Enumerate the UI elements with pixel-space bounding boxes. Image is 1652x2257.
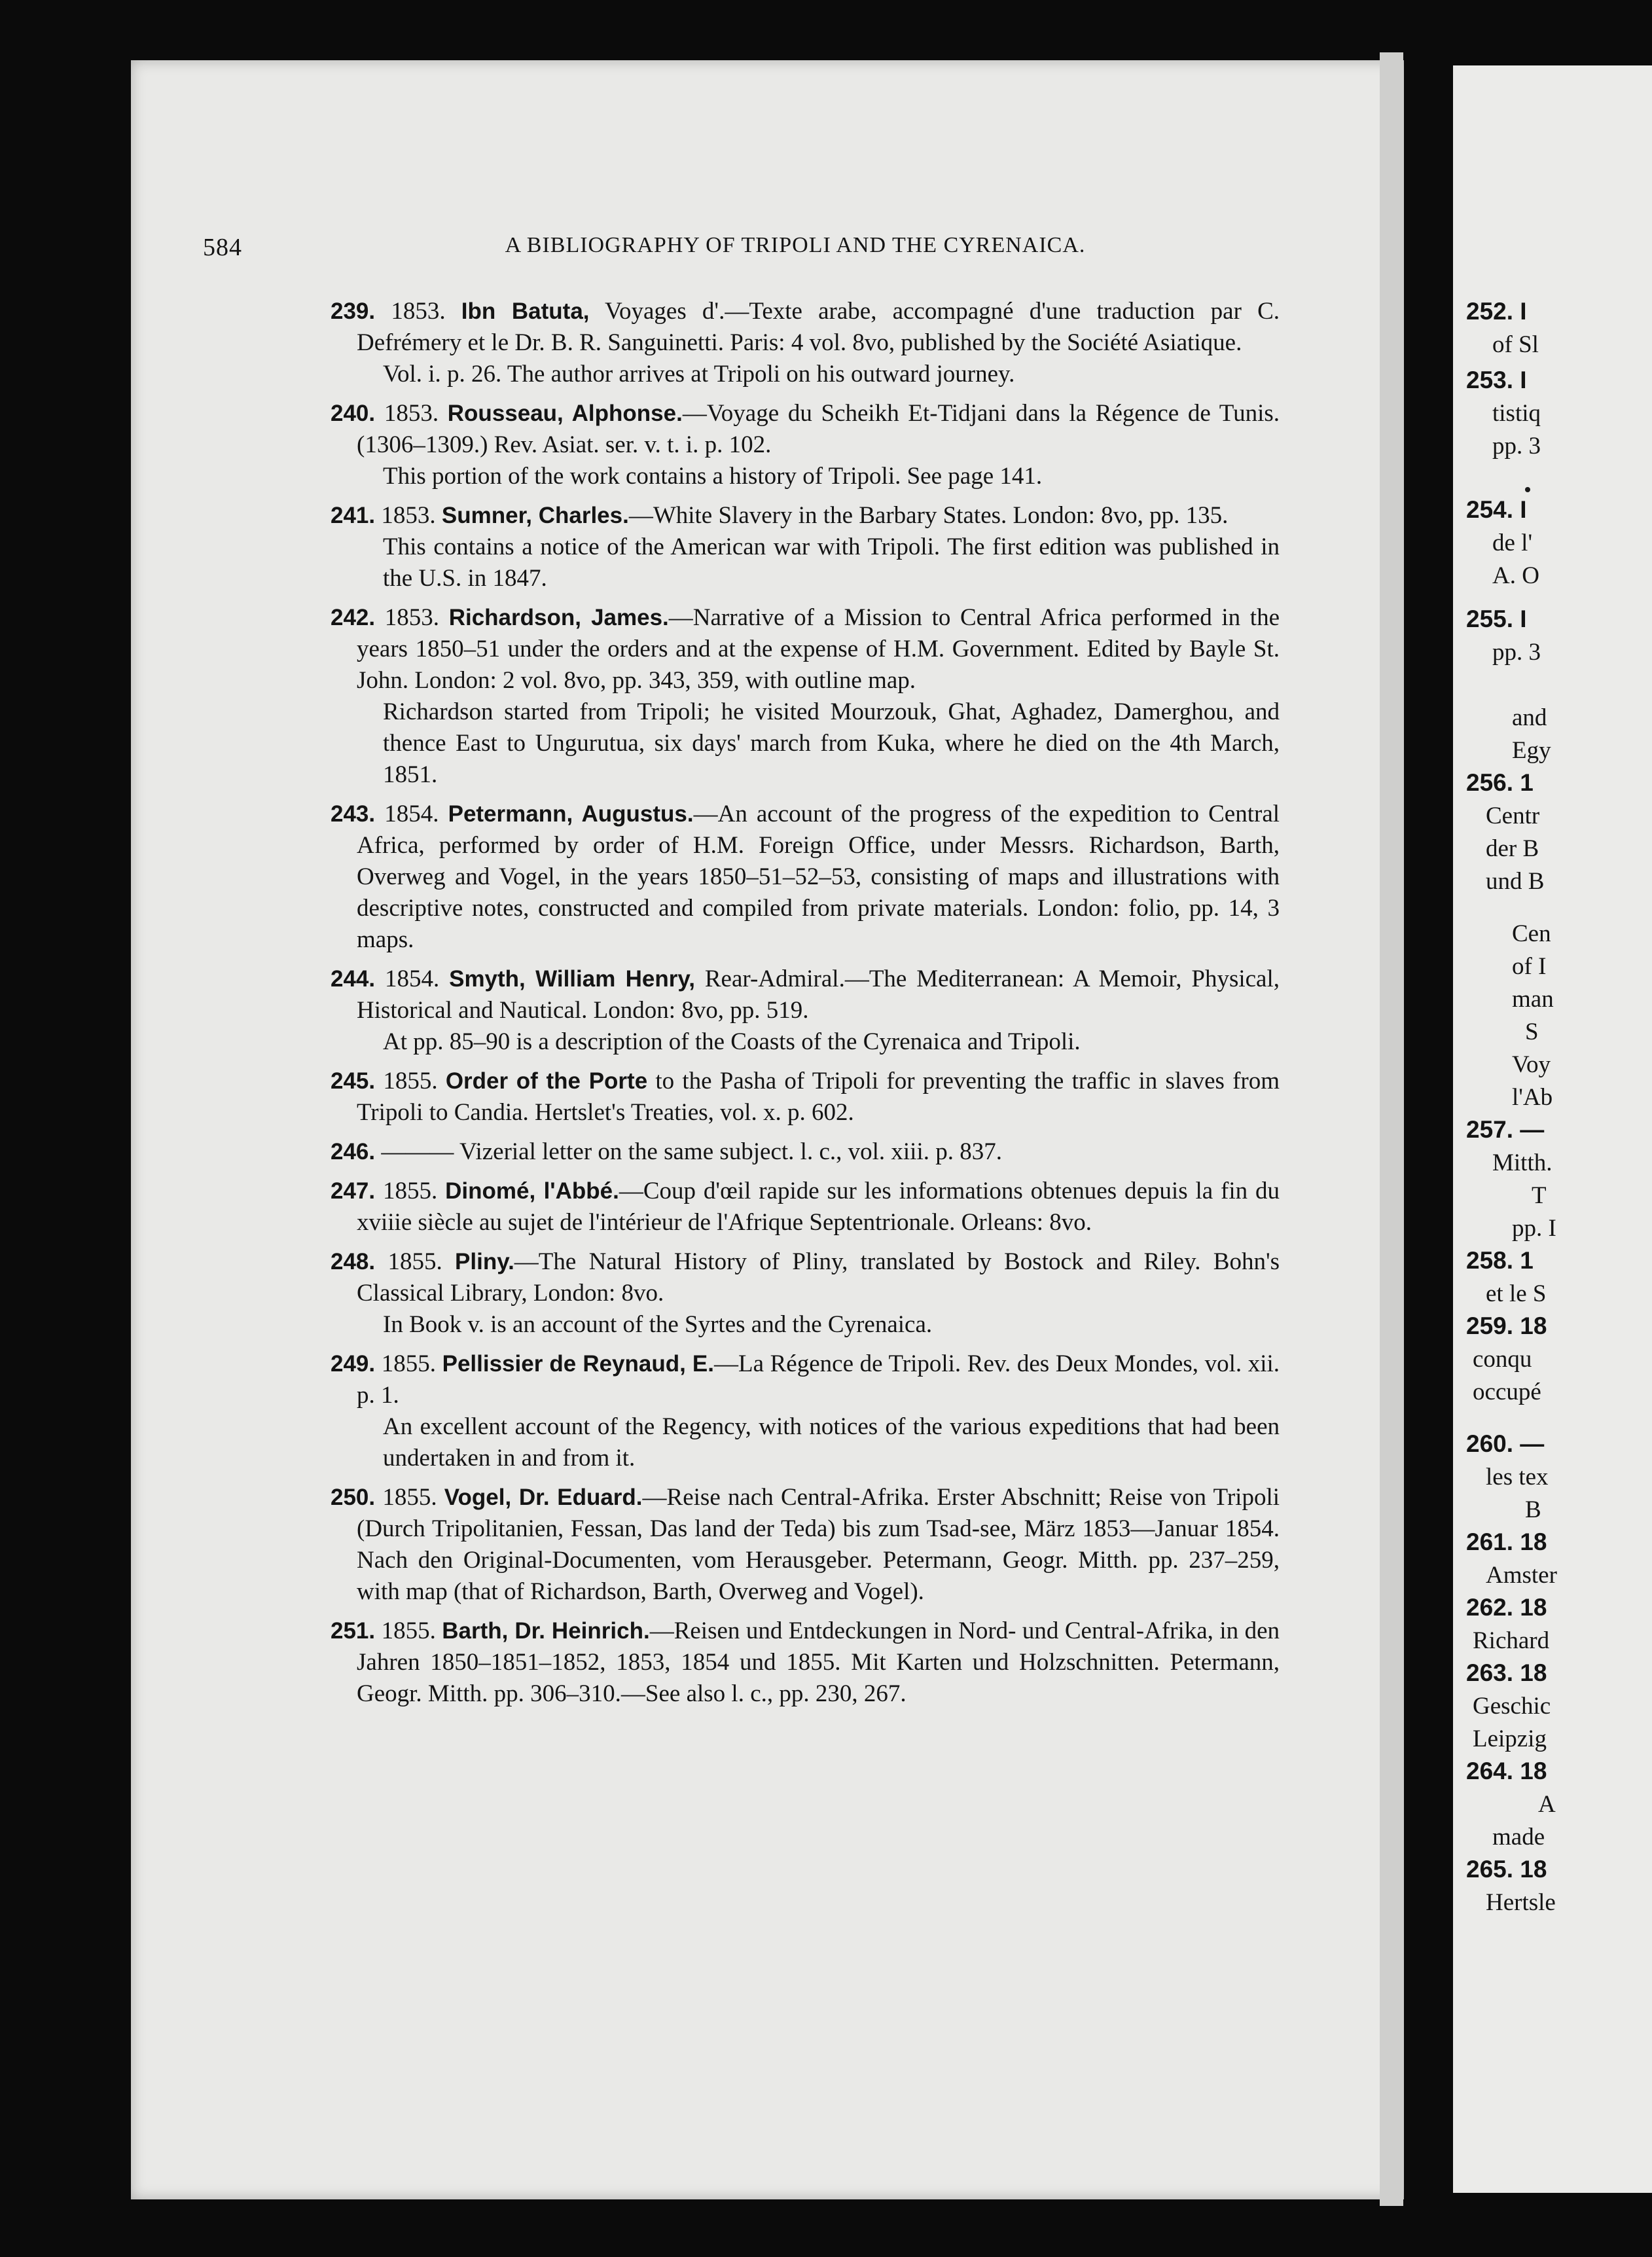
- entry-248: [331, 1246, 1280, 1341]
- entry-author: Pliny.: [455, 1249, 514, 1274]
- entry-number: 244.: [331, 966, 376, 992]
- entry-year: 1853.: [381, 502, 436, 529]
- entry-text: —Voyage du Scheikh Et-Tidjani dans la Régence de Tunis. (1306–1309.) Rev. Asiat. ser. v. t. i. p. 102.: [357, 400, 1280, 458]
- entry-year: 1853.: [384, 400, 439, 427]
- entry-year: 1855.: [387, 1248, 442, 1275]
- facing-page-line: A: [1538, 1791, 1556, 1818]
- bibliography-entries: [331, 296, 1280, 1718]
- entry-note: An excellent account of the Regency, with notices of the various expeditions that had been undertaken in and from it.: [383, 1413, 1280, 1472]
- facing-page-line: 261. 18: [1466, 1528, 1547, 1555]
- entry-251: [331, 1616, 1280, 1710]
- entry-number: 249.: [331, 1351, 376, 1377]
- facing-page-line: Mitth.: [1492, 1149, 1553, 1176]
- facing-page-line: occupé: [1473, 1379, 1541, 1405]
- entry-note: At pp. 85–90 is a description of the Coasts of the Cyrenaica and Tripoli.: [383, 1028, 1081, 1055]
- facing-page-line: Voy: [1512, 1051, 1551, 1078]
- entry-240: [331, 398, 1280, 492]
- entry-number: 250.: [331, 1485, 376, 1510]
- facing-page-line: der B: [1486, 835, 1539, 862]
- entry-author: Pellissier de Reynaud, E.: [442, 1351, 714, 1377]
- facing-page-line: 263. 18: [1466, 1659, 1547, 1686]
- facing-page-line: und B: [1486, 868, 1545, 895]
- entry-number: 242.: [331, 605, 376, 630]
- entry-text: —Reise nach Central-Afrika. Erster Abschnitt; Reise von Tripoli (Durch Tripolitanien, Fessan, Das land der Teda) bis zum Tsad-see, März 1853—Januar 1854. Nach den Original-Documenten, vom Herausgeber. Petermann, Geogr. Mitth. pp. 237–259, with map (that of Richardson, Barth, Overweg and Vogel).: [357, 1484, 1280, 1605]
- entry-author: Vogel, Dr. Eduard.: [444, 1485, 643, 1510]
- facing-page-line: Cen: [1512, 920, 1551, 947]
- entry-author: Richardson, James.: [448, 605, 669, 630]
- facing-page-line: 253. I: [1466, 367, 1527, 393]
- entry-number: 240.: [331, 401, 376, 426]
- facing-page-line: made: [1492, 1824, 1545, 1851]
- facing-page-line: 252. I: [1466, 298, 1527, 325]
- entry-year: 1855.: [383, 1178, 438, 1204]
- entry-year: 1855.: [381, 1350, 436, 1377]
- entry-text: —White Slavery in the Barbary States. London: 8vo, pp. 135.: [628, 502, 1229, 529]
- entry-242: [331, 602, 1280, 791]
- entry-author: Petermann, Augustus.: [448, 801, 694, 827]
- entry-249: [331, 1348, 1280, 1474]
- facing-page-line: 262. 18: [1466, 1594, 1547, 1621]
- facing-page-line: A. O: [1492, 562, 1539, 589]
- entry-author: Ibn Batuta,: [461, 298, 590, 324]
- facing-page-line: Richard: [1473, 1627, 1550, 1654]
- facing-page-line: de l': [1492, 530, 1533, 556]
- running-header: [203, 233, 1309, 266]
- entry-note: This contains a notice of the American war with Tripoli. The first edition was published in the U.S. in 1847.: [383, 533, 1280, 592]
- entry-author: Order of the Porte: [445, 1068, 648, 1094]
- entry-text: Voyages d'.—Texte arabe, accompagné d'une traduction par C. Defrémery et le Dr. B. R. Sanguinetti. Paris: 4 vol. 8vo, published by the Société Asiatique.: [357, 298, 1280, 356]
- entry-text: Vizerial letter on the same subject. l. c., vol. xiii. p. 837.: [454, 1138, 1002, 1165]
- entry-author: Rousseau, Alphonse.: [447, 401, 683, 426]
- entry-246: [331, 1136, 1280, 1168]
- entry-text: —La Régence de Tripoli. Rev. des Deux Mondes, vol. xii. p. 1.: [357, 1350, 1280, 1409]
- entry-239: [331, 296, 1280, 390]
- entry-244: [331, 964, 1280, 1058]
- facing-page-line: pp. I: [1512, 1215, 1556, 1242]
- facing-page-fragment: [1453, 65, 1652, 2193]
- entry-text: —Coup d'œil rapide sur les informations obtenues depuis la fin du xviiie siècle au sujet de l'intérieur de l'Afrique Septentrionale. Orleans: 8vo.: [357, 1178, 1280, 1236]
- facing-page-line: 256. 1: [1466, 769, 1534, 796]
- facing-page-line: T: [1532, 1182, 1547, 1209]
- facing-page-line: conqu: [1473, 1346, 1532, 1373]
- entry-247: [331, 1176, 1280, 1238]
- entry-241: [331, 500, 1280, 594]
- page-number: 584: [203, 234, 242, 261]
- entry-number: 241.: [331, 503, 376, 528]
- running-title: A BIBLIOGRAPHY OF TRIPOLI AND THE CYRENAICA.: [505, 233, 1086, 257]
- entry-year: ———: [381, 1138, 454, 1165]
- facing-page-line: pp. 3: [1492, 639, 1541, 666]
- entry-text: —The Natural History of Pliny, translated by Bostock and Riley. Bohn's Classical Library, London: 8vo.: [357, 1248, 1280, 1307]
- entry-text: —Narrative of a Mission to Central Africa performed in the years 1850–51 under the orders and at the expense of H.M. Government. Edited by Bayle St. John. London: 2 vol. 8vo, pp. 343, 359, with outline map.: [357, 604, 1280, 694]
- facing-page-line: Centr: [1486, 803, 1540, 829]
- entry-number: 245.: [331, 1068, 376, 1094]
- entry-number: 239.: [331, 298, 376, 324]
- entry-author: Barth, Dr. Heinrich.: [442, 1618, 650, 1644]
- entry-245: [331, 1066, 1280, 1128]
- facing-page-line: 259. 18: [1466, 1312, 1547, 1339]
- facing-page-line: 260. —: [1466, 1430, 1545, 1457]
- entry-author: Sumner, Charles.: [441, 503, 629, 528]
- facing-page-line: and: [1512, 704, 1547, 731]
- facing-page-line: et le S: [1486, 1280, 1547, 1307]
- facing-page-line: Egy: [1512, 737, 1551, 764]
- entry-author: Smyth, William Henry,: [449, 966, 695, 992]
- entry-text: —An account of the progress of the expedition to Central Africa, performed by order of H.M. Foreign Office, under Messrs. Richardson, Barth, Overweg and Vogel, in the years 1850–51–52–53, consisting of maps and illustrations with descriptive notes, constructed and compiled from private materials. London: folio, pp. 14, 3 maps.: [357, 801, 1280, 953]
- facing-page-line: les tex: [1486, 1464, 1549, 1490]
- entry-note: In Book v. is an account of the Syrtes and the Cyrenaica.: [383, 1311, 933, 1338]
- entry-year: 1855.: [381, 1617, 436, 1644]
- facing-page-line: 254. I: [1466, 496, 1527, 523]
- facing-page-line: of Sl: [1492, 331, 1539, 358]
- entry-number: 247.: [331, 1178, 376, 1204]
- facing-page-line: Hertsle: [1486, 1889, 1556, 1916]
- facing-page-line: 257. —: [1466, 1116, 1545, 1143]
- facing-page-line: tistiq: [1492, 400, 1541, 427]
- entry-year: 1854.: [384, 801, 439, 827]
- entry-text: —Reisen und Entdeckungen in Nord- und Central-Afrika, in den Jahren 1850–1851–1852, 1853, 1854 und 1855. Mit Karten und Holzschnitten. Petermann, Geogr. Mitth. pp. 306–310.—See also l. c., pp. 230, 267.: [357, 1617, 1280, 1707]
- entry-year: 1855.: [382, 1484, 437, 1511]
- facing-page-line: Amster: [1486, 1562, 1557, 1589]
- entry-note: This portion of the work contains a history of Tripoli. See page 141.: [383, 463, 1043, 490]
- entry-text: to the Pasha of Tripoli for preventing the traffic in slaves from Tripoli to Candia. Hertslet's Treaties, vol. x. p. 602.: [357, 1068, 1280, 1126]
- facing-page-line: 258. 1: [1466, 1247, 1534, 1274]
- facing-page-line: man: [1512, 986, 1554, 1013]
- facing-page-line: Leipzig: [1473, 1725, 1547, 1752]
- facing-page-line: pp. 3: [1492, 433, 1541, 460]
- entry-author: Dinomé, l'Abbé.: [445, 1178, 619, 1204]
- facing-page-line: 264. 18: [1466, 1758, 1547, 1784]
- entry-note: Richardson started from Tripoli; he visited Mourzouk, Ghat, Aghadez, Damerghou, and thence East to Ungurutua, six days' march from Kuka, where he died on the 4th March, 1851.: [383, 698, 1280, 788]
- entry-number: 248.: [331, 1249, 376, 1274]
- facing-page-line: l'Ab: [1512, 1084, 1553, 1111]
- entry-243: [331, 799, 1280, 956]
- entry-year: 1854.: [384, 966, 440, 992]
- facing-page-line: Geschic: [1473, 1693, 1551, 1720]
- facing-page-line: B: [1525, 1496, 1541, 1523]
- entry-year: 1855.: [383, 1068, 438, 1094]
- entry-text: Rear-Admiral.—The Mediterranean: A Memoir, Physical, Historical and Nautical. London: 8vo, pp. 519.: [357, 966, 1280, 1024]
- entry-250: [331, 1482, 1280, 1608]
- entry-year: 1853.: [391, 298, 446, 325]
- page-edge: [1380, 52, 1403, 2206]
- facing-page-line: 255. I: [1466, 605, 1527, 632]
- facing-page-line: 265. 18: [1466, 1856, 1547, 1883]
- entry-number: 243.: [331, 801, 376, 827]
- entry-year: 1853.: [384, 604, 440, 631]
- entry-number: 251.: [331, 1618, 376, 1644]
- facing-page-line: S: [1525, 1019, 1539, 1045]
- entry-number: 246.: [331, 1139, 376, 1165]
- facing-page-line: of I: [1512, 953, 1547, 980]
- print-speck: [1525, 487, 1530, 492]
- entry-note: Vol. i. p. 26. The author arrives at Tripoli on his outward journey.: [383, 361, 1015, 388]
